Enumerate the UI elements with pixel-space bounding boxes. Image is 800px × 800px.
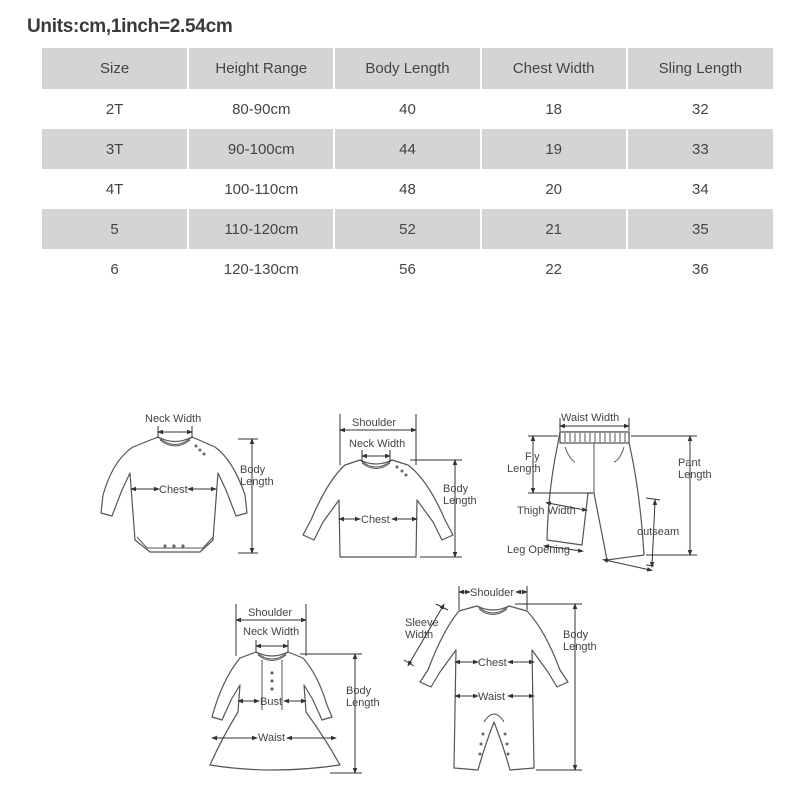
cell-sling-length: 35 <box>627 209 773 249</box>
cell-chest-width: 20 <box>481 169 627 209</box>
romper-shoulder-label: Shoulder <box>470 587 515 599</box>
pants-waist-width-label: Waist Width <box>561 412 620 424</box>
dress-garment-icon <box>210 652 340 770</box>
top-diagram <box>303 414 477 557</box>
top-neck-width-label: Neck Width <box>349 438 406 450</box>
top-shoulder-label: Shoulder <box>352 417 397 429</box>
header-size: Size <box>42 48 188 89</box>
romper-chest-label: Chest <box>478 657 507 669</box>
romper-sleeve-width-label-1: Sleeve <box>405 617 439 629</box>
measurement-diagrams <box>0 380 800 800</box>
cell-chest-width: 19 <box>481 129 627 169</box>
cell-size: 4T <box>105 180 124 198</box>
pants-pant-length-label-2: Length <box>678 469 712 481</box>
cell-size: 6 <box>110 260 119 278</box>
bodysuit-diagram <box>101 413 274 553</box>
header-height-range: Height Range <box>188 48 334 89</box>
pants-pant-length-label-1: Pant <box>678 457 701 469</box>
table-row <box>42 129 773 169</box>
table-header-row <box>42 48 773 89</box>
table-row <box>42 89 773 129</box>
dress-shoulder-label: Shoulder <box>248 607 293 619</box>
pants-diagram <box>507 412 712 570</box>
cell-size: 2T <box>105 100 124 118</box>
cell-body-length: 56 <box>334 249 480 289</box>
romper-body-length-label-1: Body <box>563 629 589 641</box>
cell-body-length: 44 <box>334 129 480 169</box>
cell-chest-width: 22 <box>481 249 627 289</box>
cell-sling-length: 32 <box>627 89 773 129</box>
dress-diagram <box>210 604 380 773</box>
cell-body-length: 48 <box>334 169 480 209</box>
pants-thigh-width-label: Thigh Width <box>517 505 576 517</box>
cell-chest-width: 18 <box>481 89 627 129</box>
table-row <box>42 249 773 289</box>
romper-body-length-label-2: Length <box>563 641 597 653</box>
bodysuit-neck-width-label: Neck Width <box>145 413 202 425</box>
cell-size: 3T <box>42 129 188 169</box>
bodysuit-body-length-label-1: Body <box>240 464 266 476</box>
table-row <box>42 209 773 249</box>
dress-waist-label: Waist <box>258 732 286 744</box>
pants-outseam-label: outseam <box>637 526 680 538</box>
dress-bust-label: Bust <box>260 696 283 708</box>
top-garment-icon <box>303 460 453 557</box>
cell-sling-length: 36 <box>627 249 773 289</box>
cell-sling-length: 34 <box>627 169 773 209</box>
header-chest-width: Chest Width <box>481 48 627 89</box>
cell-height: 80-90cm <box>188 89 334 129</box>
size-chart-table <box>42 48 773 289</box>
bodysuit-body-length-label-2: Length <box>240 476 274 488</box>
romper-sleeve-width-label-2: Width <box>405 629 434 641</box>
cell-size: 5 <box>42 209 188 249</box>
top-body-length-label-1: Body <box>443 483 469 495</box>
pants-leg-opening-label: Leg Opening <box>507 544 570 556</box>
cell-body-length: 40 <box>334 89 480 129</box>
cell-chest-width: 21 <box>481 209 627 249</box>
dress-neck-width-label: Neck Width <box>243 626 300 638</box>
header-sling-length: Sling Length <box>627 48 773 89</box>
cell-sling-length: 33 <box>627 129 773 169</box>
pants-garment-icon <box>547 432 644 560</box>
cell-height: 90-100cm <box>188 129 334 169</box>
pants-fly-length-label-1: Fly <box>525 451 540 463</box>
cell-height: 120-130cm <box>188 249 334 289</box>
cell-height: 100-110cm <box>188 169 334 209</box>
top-body-length-label-2: Length <box>443 495 477 507</box>
table-row <box>42 169 773 209</box>
dress-body-length-label-1: Body <box>346 685 372 697</box>
header-body-length: Body Length <box>334 48 480 89</box>
cell-height: 110-120cm <box>188 209 334 249</box>
bodysuit-chest-label: Chest <box>159 484 188 496</box>
romper-garment-icon <box>420 606 568 770</box>
top-chest-label: Chest <box>361 514 390 526</box>
dress-body-length-label-2: Length <box>346 697 380 709</box>
units-note: Units:cm,1inch=2.54cm <box>27 16 233 37</box>
cell-body-length: 52 <box>334 209 480 249</box>
romper-waist-label: Waist <box>478 691 506 703</box>
romper-diagram <box>404 586 597 770</box>
pants-fly-length-label-2: Length <box>507 463 541 475</box>
